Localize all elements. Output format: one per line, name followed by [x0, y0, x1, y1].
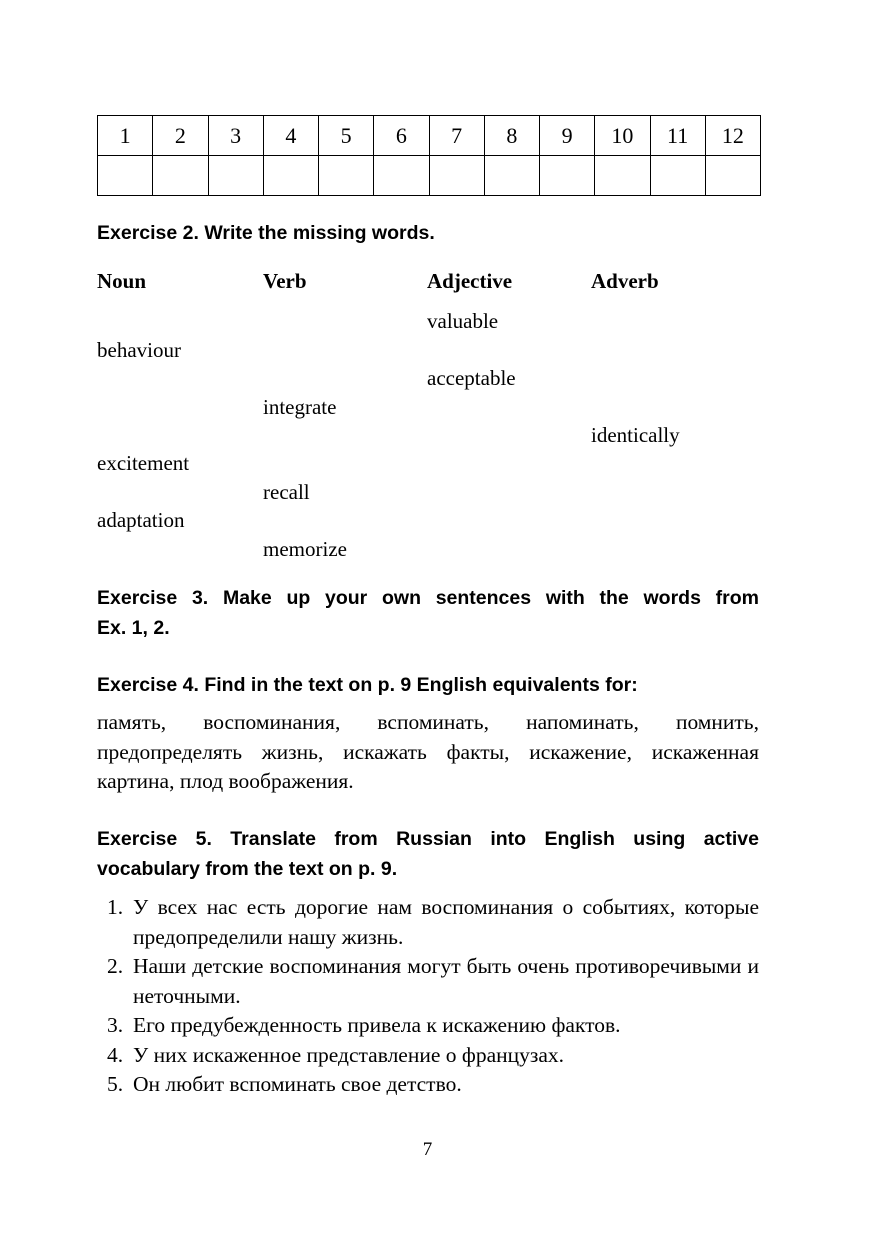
- answer-blank-cell[interactable]: [374, 156, 429, 196]
- word-form-verb: memorize: [263, 537, 347, 561]
- answer-blank-cell[interactable]: [319, 156, 374, 196]
- exercise5-title-line1: Exercise 5. Translate from Russian into English using active: [97, 828, 759, 850]
- word-form-noun: adaptation: [97, 508, 185, 532]
- word-form-noun: excitement: [97, 451, 190, 475]
- answer-blank-cell[interactable]: [263, 156, 318, 196]
- answer-blank-cell[interactable]: [540, 156, 595, 196]
- list-item: [97, 952, 759, 1011]
- page-number: 7: [422, 1139, 433, 1160]
- list-item-text: Его предубежденность привела к искажению фактов.: [133, 1013, 621, 1037]
- word-form-verb: recall: [263, 480, 310, 504]
- answer-blank-cell[interactable]: [208, 156, 263, 196]
- list-item-number: 2.: [107, 954, 124, 978]
- word-form-noun: behaviour: [97, 338, 181, 362]
- exercise2-title: Exercise 2. Write the missing words.: [97, 222, 435, 244]
- list-item-number: 5.: [107, 1072, 124, 1096]
- answer-number-cell: 1: [98, 116, 153, 156]
- answer-number-cell: 10: [595, 116, 650, 156]
- answer-blank-cell[interactable]: [98, 156, 153, 196]
- list-item: [97, 1011, 759, 1041]
- exercise4-title: Exercise 4. Find in the text on p. 9 English equivalents for:: [97, 674, 638, 696]
- answer-table-blank-row: [98, 156, 761, 196]
- answer-number-cell: 3: [208, 116, 263, 156]
- answer-number-cell: 4: [263, 116, 318, 156]
- list-item: [97, 893, 759, 952]
- answer-blank-cell[interactable]: [429, 156, 484, 196]
- list-item-number: 1.: [107, 895, 124, 919]
- exercise5-title-line2: vocabulary from the text on p. 9.: [97, 858, 398, 880]
- list-item-text: Наши детские воспоминания могут быть очень противоречивыми и неточными.: [133, 954, 759, 1008]
- answer-table-number-row: [98, 116, 761, 156]
- word-form-verb: integrate: [263, 395, 337, 419]
- answer-table: [97, 115, 761, 196]
- answer-number-cell: 5: [319, 116, 374, 156]
- answer-blank-cell[interactable]: [705, 156, 760, 196]
- answer-blank-cell[interactable]: [650, 156, 705, 196]
- answer-blank-cell[interactable]: [153, 156, 208, 196]
- answer-number-cell: 11: [650, 116, 705, 156]
- answer-blank-cell[interactable]: [595, 156, 650, 196]
- answer-number-cell: 9: [540, 116, 595, 156]
- list-item-text: У всех нас есть дорогие нам воспоминания о событиях, которые предопределили нашу жизнь.: [133, 895, 759, 949]
- word-form-adjective: acceptable: [427, 366, 516, 390]
- answer-number-cell: 8: [484, 116, 539, 156]
- exercise3-title-line1: Exercise 3. Make up your own sentences with the words from: [97, 587, 759, 609]
- list-item-number: 4.: [107, 1042, 124, 1067]
- answer-number-cell: 2: [153, 116, 208, 156]
- list-item-number: 3.: [107, 1013, 124, 1037]
- answer-number-cell: 12: [705, 116, 760, 156]
- column-header-adjective: Adjective: [427, 269, 513, 293]
- answer-number-cell: 6: [374, 116, 429, 156]
- list-item: [97, 1041, 759, 1071]
- word-form-adjective: valuable: [427, 309, 499, 333]
- translation-list: [97, 893, 759, 1100]
- list-item-text: У них искаженное представление о французах.: [133, 1042, 565, 1067]
- word-form-adverb: identically: [591, 423, 680, 447]
- list-item-text: Он любит вспоминать свое детство.: [133, 1072, 462, 1096]
- list-item: [97, 1070, 759, 1100]
- exercise4-body: память, воспоминания, вспоминать, напоминать, помнить, предопределять жизнь, искажать факты, искажение, искаженная картина, плод воображения.: [97, 710, 759, 793]
- column-header-verb: Verb: [263, 269, 307, 293]
- answer-blank-cell[interactable]: [484, 156, 539, 196]
- exercise3-title-line2: Ex. 1, 2.: [97, 617, 170, 639]
- column-header-adverb: Adverb: [591, 269, 659, 293]
- column-header-noun: Noun: [97, 269, 147, 293]
- answer-number-cell: 7: [429, 116, 484, 156]
